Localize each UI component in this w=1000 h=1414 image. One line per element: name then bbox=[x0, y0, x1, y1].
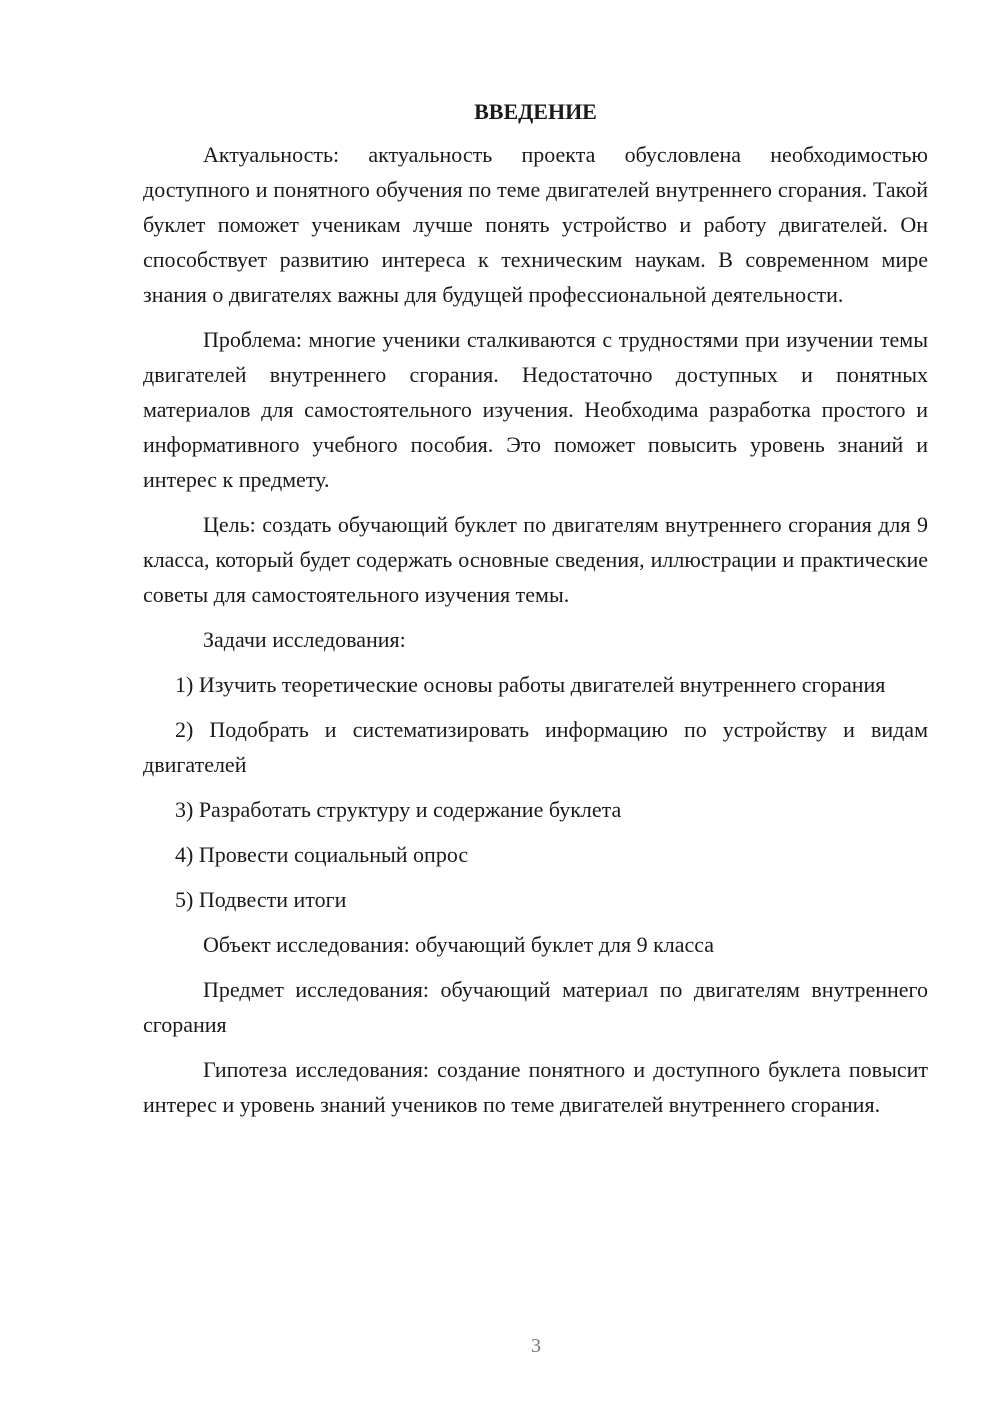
object-paragraph: Объект исследования: обучающий буклет для 9 класса bbox=[203, 932, 715, 957]
subject-paragraph: Предмет исследования: обучающий материал по двигателям внутреннего сгорания bbox=[143, 977, 928, 1037]
tasks-heading: Задачи исследования: bbox=[203, 627, 406, 652]
task-list-item: 4) Провести социальный опрос bbox=[175, 842, 469, 867]
problem-paragraph: Проблема: многие ученики сталкиваются с трудностями при изучении темы двигателей внутреннего сгорания. Недостаточно доступных и понятных материалов для самостоятельного изучения. Необходима разработка простого и информативного учебного пособия. Это поможет повысить уровень знаний и интерес к предмету. bbox=[143, 327, 928, 492]
task-list-item: 3) Разработать структуру и содержание буклета bbox=[175, 797, 622, 822]
task-list-item: 2) Подобрать и систематизировать информацию по устройству и видам двигателей bbox=[143, 717, 928, 777]
goal-paragraph: Цель: создать обучающий буклет по двигателям внутреннего сгорания для 9 класса, который будет содержать основные сведения, иллюстрации и практические советы для самостоятельного изучения темы. bbox=[143, 512, 928, 607]
page-number: 3 bbox=[531, 1335, 541, 1357]
task-list-item: 5) Подвести итоги bbox=[175, 887, 347, 912]
page-title: ВВЕДЕНИЕ bbox=[474, 99, 597, 124]
relevance-paragraph: Актуальность: актуальность проекта обусловлена необходимостью доступного и понятного обучения по теме двигателей внутреннего сгорания. Такой буклет поможет ученикам лучше понять устройство и работу двигателей. Он способствует развитию интереса к техническим наукам. В современном мире знания о двигателях важны для будущей профессиональной деятельности. bbox=[143, 142, 928, 307]
task-list-item: 1) Изучить теоретические основы работы двигателей внутреннего сгорания bbox=[175, 672, 886, 697]
hypothesis-paragraph: Гипотеза исследования: создание понятного и доступного буклета повысит интерес и уровень знаний учеников по теме двигателей внутреннего сгорания. bbox=[143, 1057, 928, 1117]
page-content bbox=[143, 94, 928, 1122]
